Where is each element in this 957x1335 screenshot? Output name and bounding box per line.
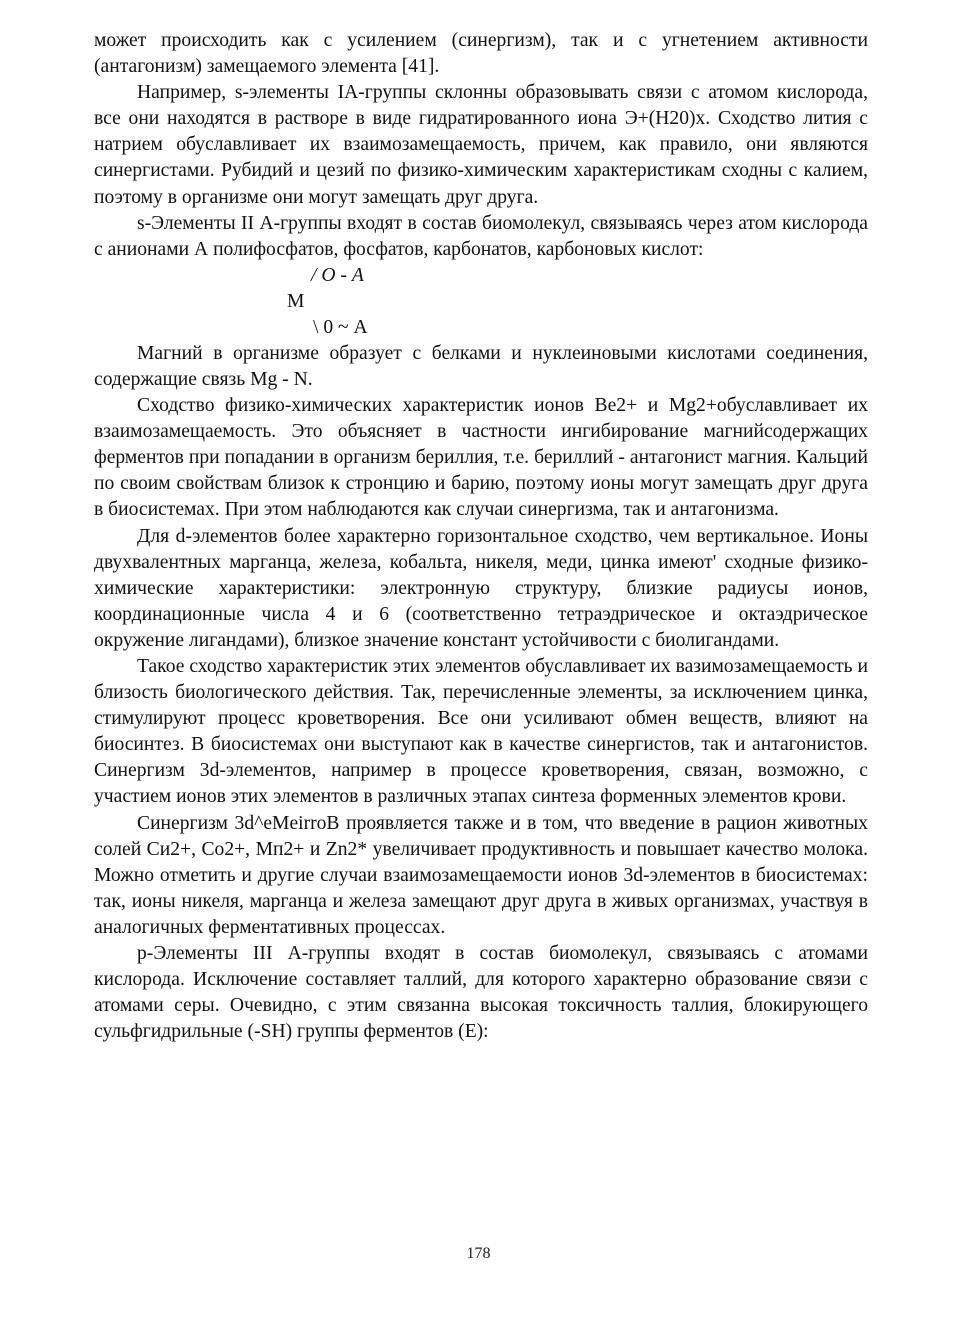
body-text	[94, 28, 868, 1045]
paragraph: может происходить как с усилением (синергизм), так и с угнетением активности (антагонизм) замещаемого элемента [41].	[94, 30, 868, 78]
paragraph: Синергизм 3d^eMeirroB проявляется также и в том, что введение в рацион животных солей Си2+, Со2+, Мп2+ и Zn2* увеличивает продуктивность и повышает качество молока. Можно отметить и другие случаи взаимозамещаемости ионов 3d-элементов в биосистемах: так, ионы никеля, марганца и железа замещают друг друга в живых организмах, участвуя в аналогичных ферментативных процессах.	[94, 812, 868, 938]
page-number: 178	[466, 1245, 491, 1262]
paragraph: р-Элементы III А-группы входят в состав биомолекул, связываясь с атомами кислорода. Исключение составляет таллий, для которого характерно образование связи с атомами серы. Очевидно, с этим связанна высокая токсичность таллия, блокирующего сульфгидрильные (-SH) группы ферментов (Е):	[94, 943, 868, 1043]
paragraph: Сходство физико-химических характеристик ионов Ве2+ и Mg2+обуславливает их взаимозамещаемость. Это объясняет в частности ингибирование магнийсодержащих ферментов при попадании в организм бериллия, т.е. бериллий - антагонист магния. Кальций по своим свойствам близок к стронцию и барию, поэтому ионы могут замещать друг друга в биосистемах. При этом наблюдаются как случаи синергизма, так и антагонизма.	[94, 395, 868, 521]
paragraph: Например, s-элементы IA-группы склонны образовывать связи с атомом кислорода, все они находятся в растворе в виде гидратированного иона Э+(Н20)х. Сходство лития с натрием обуславливает их взаимозамещаемость, причем, как правило, они являются синергистами. Рубидий и цезий по физико-химическим характеристикам сходны с калием, поэтому в организме они могут замещать друг друга.	[94, 82, 868, 208]
paragraph: Магний в организме образует с белками и нуклеиновыми кислотами соединения, содержащие связь Mg - N.	[94, 342, 868, 390]
chemical-formula	[94, 263, 868, 341]
paragraph: Такое сходство характеристик этих элементов обуславливает их вазимозамещаемость и близость биологического действия. Так, перечисленные элементы, за исключением цинка, стимулируют процесс кроветворения. Все они усиливают обмен веществ, влияют на биосинтез. В биосистемах они выступают как в качестве синергистов, так и антагонистов. Синергизм 3d-элементов, например в процессе кроветворения, связан, возможно, с участием ионов этих элементов в различных этапах синтеза форменных элементов крови.	[94, 655, 868, 808]
paragraph: s-Элементы II А-группы входят в состав биомолекул, связываясь через атом кислорода с анионами А полифосфатов, фосфатов, карбонатов, карбоновых кислот:	[94, 212, 868, 260]
formula-top-line: / О - А	[311, 264, 364, 286]
formula-bottom-line: \ 0 ~ А	[313, 316, 368, 338]
formula-metal: М	[287, 290, 305, 312]
paragraph: Для d-элементов более характерно горизонтальное сходство, чем вертикальное. Ионы двухвалентных марганца, железа, кобальта, никеля, меди, цинка имеют' сходные физико-химические характеристики: электронную структуру, близкие радиусы ионов, координационные числа 4 и 6 (соответственно тетраэдрическое и октаэдрическое окружение лигандами), близкое значение констант устойчивости с биолигандами.	[94, 525, 868, 651]
